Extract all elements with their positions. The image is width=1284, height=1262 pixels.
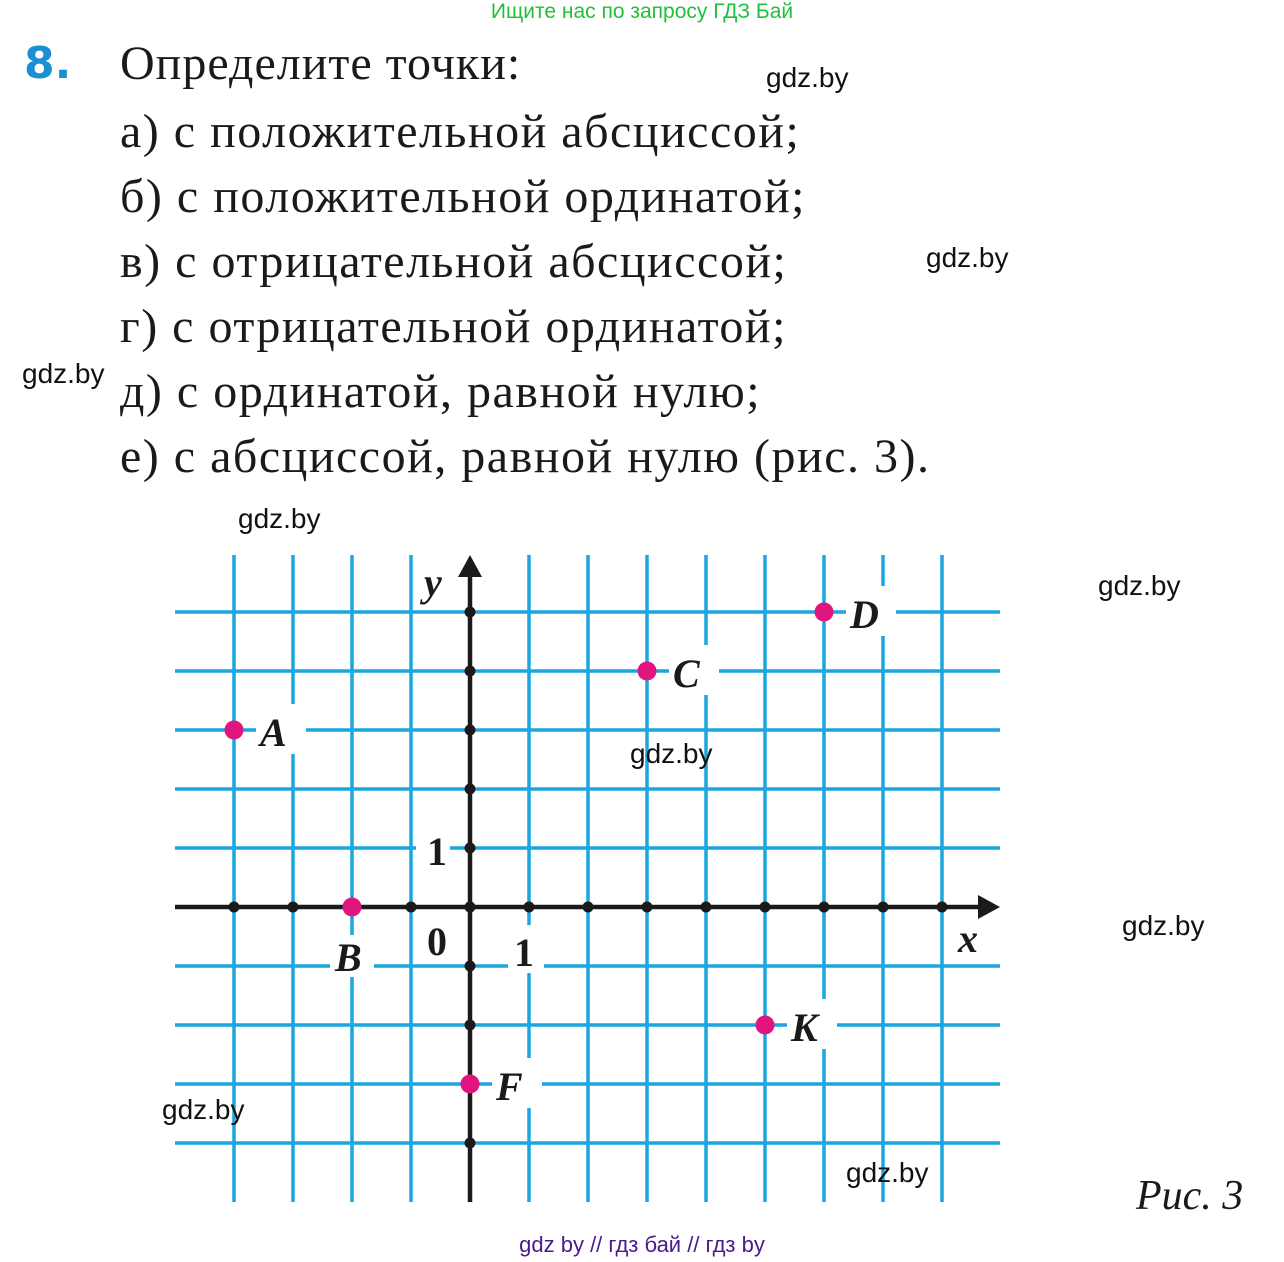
point-c <box>638 662 657 681</box>
point-label: B <box>335 935 362 980</box>
task-item-b: б) с положительной ординатой; <box>120 170 806 223</box>
grid <box>175 555 1000 1202</box>
watermark: gdz.by <box>846 1157 929 1188</box>
x-tick-dot <box>760 902 771 913</box>
point-a <box>225 721 244 740</box>
x-tick-dot <box>819 902 830 913</box>
x-axis-label: x <box>958 916 978 961</box>
y-tick-dot <box>465 1138 476 1149</box>
x-tick-dot <box>642 902 653 913</box>
watermark: gdz.by <box>22 358 105 389</box>
point-d <box>815 603 834 622</box>
task-item-g: г) с отрицательной ординатой; <box>120 300 787 353</box>
watermark: gdz.by <box>238 503 321 534</box>
search-banner: Ищите нас по запросу ГДЗ Бай <box>490 0 794 23</box>
task-item-e: е) с абсциссой, равной нулю (рис. 3). <box>120 430 931 483</box>
x-tick-dot <box>878 902 889 913</box>
point-label: F <box>496 1064 523 1109</box>
point-label: D <box>850 592 879 637</box>
watermark: gdz.by <box>162 1094 245 1125</box>
task-item-v: в) с отрицательной абсциссой; <box>120 235 788 288</box>
watermark: gdz.by <box>630 738 713 769</box>
y-axis-label: y <box>424 560 442 605</box>
y-tick-dot <box>465 961 476 972</box>
watermark: gdz.by <box>926 242 1009 273</box>
point-label: A <box>260 710 287 755</box>
x-tick-dot <box>701 902 712 913</box>
point-label: C <box>673 651 700 696</box>
watermark: gdz.by <box>766 62 849 93</box>
x-tick-dot <box>229 902 240 913</box>
x-tick-dot <box>406 902 417 913</box>
y-tick-dot <box>465 666 476 677</box>
figure-caption: Рис. 3 <box>1136 1173 1244 1219</box>
task-item-a: а) с положительной абсциссой; <box>120 105 801 158</box>
y-tick-dot <box>465 784 476 795</box>
y-tick-dot <box>465 843 476 854</box>
x-tick-dot <box>524 902 535 913</box>
point-label: K <box>791 1005 818 1050</box>
x-tick-dot <box>288 902 299 913</box>
point-b <box>343 898 362 917</box>
y-tick-dot <box>465 902 476 913</box>
footer-links: gdz by // гдз бай // гдз by <box>519 1232 765 1257</box>
unit-x-label: 1 <box>514 930 534 975</box>
task-number: 8. <box>24 38 72 89</box>
task-title: Определите точки: <box>120 37 522 90</box>
y-tick-dot <box>465 725 476 736</box>
x-tick-dot <box>937 902 948 913</box>
x-tick-dot <box>583 902 594 913</box>
point-k <box>756 1016 775 1035</box>
task-item-d: д) с ординатой, равной нулю; <box>120 365 762 418</box>
point-f <box>461 1075 480 1094</box>
watermark: gdz.by <box>1098 570 1181 601</box>
watermark: gdz.by <box>1122 910 1205 941</box>
y-tick-dot <box>465 607 476 618</box>
origin-label: 0 <box>427 919 447 964</box>
unit-y-label: 1 <box>427 829 447 874</box>
y-tick-dot <box>465 1020 476 1031</box>
